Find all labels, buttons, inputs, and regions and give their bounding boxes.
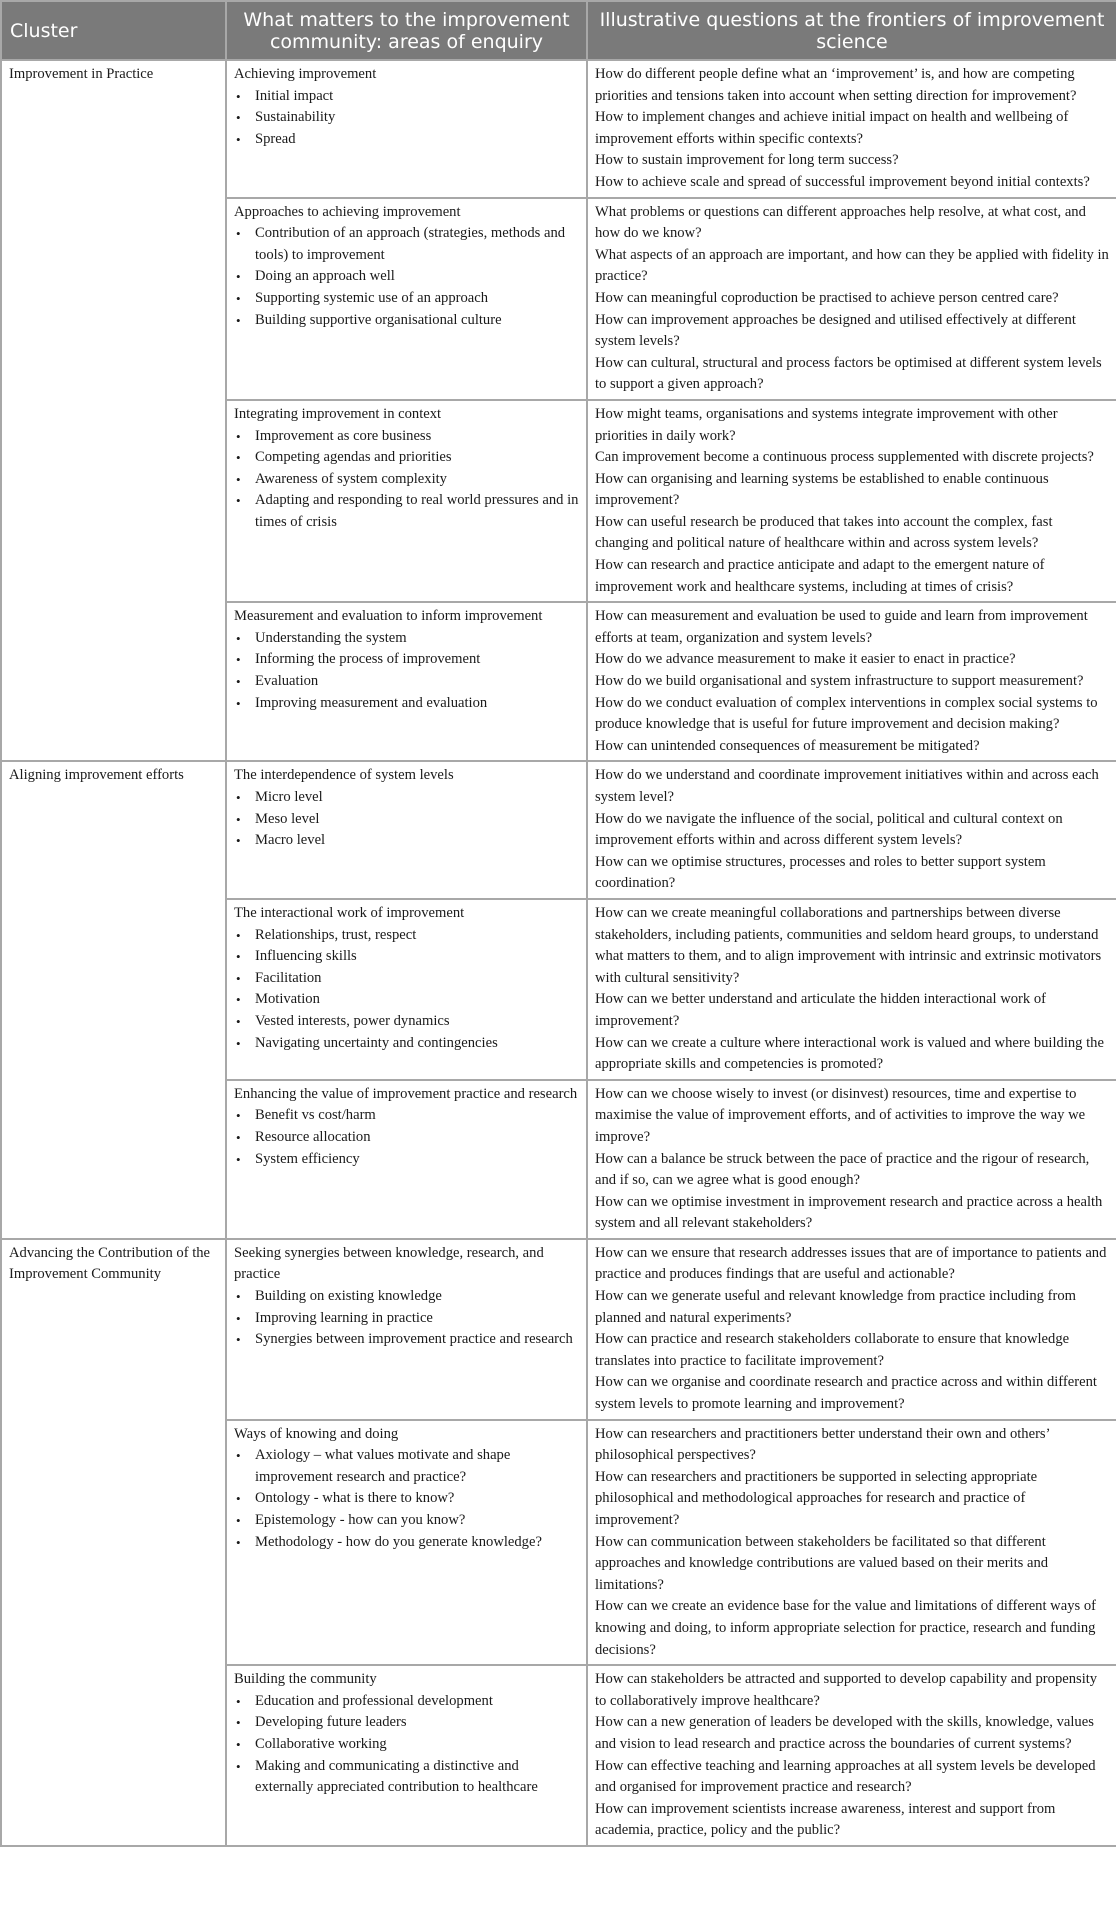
cluster-cell — [1, 1239, 226, 1846]
area-bullet-list — [234, 1105, 579, 1170]
illustrative-question: Can improvement become a continuous process supplemented with discrete projects? — [595, 449, 1094, 466]
illustrative-question: How can we ensure that research addresses issues that are of importance to patients and practice and produces findings that are useful and actionable? — [595, 1244, 1107, 1283]
area-bullet-item: • Methodology - how do you generate knowledge? — [234, 1532, 579, 1554]
area-bullet-item: • Contribution of an approach (strategies, methods and tools) to improvement — [234, 223, 579, 266]
header-illustrative-questions: Illustrative questions at the frontiers of improvement science — [587, 1, 1116, 60]
questions-cell — [587, 761, 1116, 899]
area-bullet-list — [234, 1445, 579, 1553]
questions-cell — [587, 899, 1116, 1080]
area-title: Enhancing the value of improvement practice and research — [234, 1085, 578, 1102]
illustrative-question: How can organising and learning systems be established to enable continuous improvement? — [595, 470, 1049, 509]
cluster-name: Improvement in Practice — [9, 66, 154, 82]
area-bullet-item: • Evaluation — [234, 671, 579, 693]
illustrative-question: What problems or questions can different approaches help resolve, at what cost, and how do we know? — [595, 203, 1086, 242]
area-title: The interdependence of system levels — [234, 767, 454, 784]
area-bullet-item: • Facilitation — [234, 968, 579, 990]
area-bullet-item: • Informing the process of improvement — [234, 649, 579, 671]
area-bullet-item: • System efficiency — [234, 1149, 579, 1171]
area-bullet-item: • Improving measurement and evaluation — [234, 693, 579, 715]
area-bullet-item: • Developing future leaders — [234, 1712, 579, 1734]
header-areas-of-enquiry: What matters to the improvement community: areas of enquiry — [226, 1, 587, 60]
questions-cell — [587, 400, 1116, 602]
area-bullet-item: • Micro level — [234, 787, 579, 809]
illustrative-question: How can useful research be produced that takes into account the complex, fast changing and political nature of healthcare within and across system levels? — [595, 513, 1053, 552]
area-bullet-item: • Meso level — [234, 809, 579, 831]
questions-cell — [587, 60, 1116, 198]
illustrative-question: How do we advance measurement to make it easier to enact in practice? — [595, 651, 1016, 668]
area-bullet-list — [234, 223, 579, 331]
illustrative-question: How can improvement approaches be designed and utilised effectively at different system levels? — [595, 311, 1076, 350]
cluster-name: Advancing the Contribution of the Improvement Community — [9, 1244, 211, 1283]
area-bullet-item: • Resource allocation — [234, 1127, 579, 1149]
illustrative-question: How can we create an evidence base for the value and limitations of different ways of knowing and doing, to inform appropriate selection for practice, research and funding decisions? — [595, 1598, 1096, 1658]
illustrative-question: How to achieve scale and spread of successful improvement beyond initial contexts? — [595, 173, 1090, 190]
illustrative-question: How can we create a culture where interactional work is valued and where building the appropriate skills and competencies is promoted? — [595, 1034, 1104, 1073]
illustrative-question: How do we navigate the influence of the social, political and cultural context on improvement efforts within and across different system levels? — [595, 810, 1063, 849]
area-bullet-item: • Understanding the system — [234, 628, 579, 650]
area-cell — [226, 400, 587, 602]
illustrative-question: How might teams, organisations and systems integrate improvement with other priorities in daily work? — [595, 405, 1058, 444]
area-bullet-item: • Synergies between improvement practice and research — [234, 1329, 579, 1351]
illustrative-question: How can communication between stakeholders be facilitated so that different approaches and knowledge contributions are valued based on their merits and limitations? — [595, 1533, 1049, 1593]
area-bullet-item: • Axiology – what values motivate and shape improvement research and practice? — [234, 1445, 579, 1488]
area-bullet-item: • Building supportive organisational culture — [234, 310, 579, 332]
header-cluster: Cluster — [1, 1, 226, 60]
table-body — [1, 60, 1116, 1846]
area-cell — [226, 198, 587, 400]
area-bullet-item: • Vested interests, power dynamics — [234, 1011, 579, 1033]
illustrative-question: How can researchers and practitioners be supported in selecting appropriate philosophical and methodological approaches for research and practice of improvement? — [595, 1468, 1038, 1528]
area-bullet-item: • Improving learning in practice — [234, 1308, 579, 1330]
area-bullet-item: • Motivation — [234, 989, 579, 1011]
area-cell — [226, 761, 587, 899]
area-cell — [226, 1665, 587, 1846]
area-bullet-list — [234, 426, 579, 534]
area-bullet-item: • Initial impact — [234, 86, 579, 108]
area-title: Integrating improvement in context — [234, 405, 442, 422]
area-cell — [226, 899, 587, 1080]
illustrative-question: How can measurement and evaluation be used to guide and learn from improvement efforts at team, organization and system levels? — [595, 608, 1088, 646]
illustrative-question: How can we optimise structures, processes and roles to better support system coordination? — [595, 853, 1046, 892]
area-bullet-item: • Sustainability — [234, 107, 579, 129]
area-bullet-item: • Awareness of system complexity — [234, 469, 579, 491]
area-bullet-item: • Education and professional development — [234, 1691, 579, 1713]
table-row — [1, 761, 1116, 899]
questions-cell — [587, 1420, 1116, 1666]
area-bullet-list — [234, 1691, 579, 1799]
area-bullet-item: • Epistemology - how can you know? — [234, 1510, 579, 1532]
area-bullet-item: • Macro level — [234, 830, 579, 852]
area-bullet-item: • Competing agendas and priorities — [234, 447, 579, 469]
area-bullet-item: • Influencing skills — [234, 946, 579, 968]
area-bullet-item: • Supporting systemic use of an approach — [234, 288, 579, 310]
cluster-cell — [1, 60, 226, 761]
area-title: Ways of knowing and doing — [234, 1425, 399, 1442]
area-title: The interactional work of improvement — [234, 904, 465, 921]
cluster-cell — [1, 761, 226, 1238]
area-bullet-list — [234, 628, 579, 714]
area-title: Building the community — [234, 1671, 377, 1688]
illustrative-question: How can we better understand and articulate the hidden interactional work of improvement? — [595, 991, 1047, 1029]
illustrative-question: How do we understand and coordinate improvement initiatives within and across each system level? — [595, 767, 1099, 805]
illustrative-question: How can a new generation of leaders be developed with the skills, knowledge, values and vision to lead research and practice across the boundaries of current systems? — [595, 1714, 1094, 1752]
area-bullet-item: • Building on existing knowledge — [234, 1286, 579, 1308]
area-bullet-list — [234, 86, 579, 151]
area-title: Measurement and evaluation to inform improvement — [234, 608, 543, 625]
questions-cell — [587, 602, 1116, 761]
header-row — [1, 1, 1116, 60]
illustrative-question: How do we build organisational and system infrastructure to support measurement? — [595, 673, 1084, 690]
area-cell — [226, 602, 587, 761]
illustrative-question: How can we generate useful and relevant knowledge from practice including from planned and natural experiments? — [595, 1288, 1076, 1326]
cluster-name: Aligning improvement efforts — [9, 767, 184, 784]
area-bullet-item: • Ontology - what is there to know? — [234, 1488, 579, 1510]
illustrative-question: How can improvement scientists increase awareness, interest and support from academia, practice, policy and the public? — [595, 1800, 1056, 1839]
illustrative-question: How can unintended consequences of measurement be mitigated? — [595, 737, 980, 754]
illustrative-question: How can we organise and coordinate research and practice across and within different system levels to promote learning and improvement? — [595, 1374, 1097, 1413]
questions-cell — [587, 198, 1116, 400]
area-bullet-item: • Improvement as core business — [234, 426, 579, 448]
illustrative-question: How can research and practice anticipate and adapt to the emergent nature of improvement work and healthcare systems, including at times of crisis? — [595, 557, 1045, 595]
area-bullet-item: • Collaborative working — [234, 1734, 579, 1756]
questions-cell — [587, 1665, 1116, 1846]
illustrative-question: How to implement changes and achieve initial impact on health and wellbeing of improvement efforts within specific contexts? — [595, 109, 1069, 147]
illustrative-question: How can we choose wisely to invest (or disinvest) resources, time and expertise to maximise the value of improvement efforts, and of activities to improve the way we improve? — [595, 1085, 1086, 1145]
table-row — [1, 60, 1116, 198]
illustrative-question: How can effective teaching and learning approaches at all system levels be developed and organised for improvement practice and research? — [595, 1757, 1096, 1796]
table-header — [1, 1, 1116, 60]
illustrative-question: What aspects of an approach are important, and how can they be applied with fidelity in practice? — [595, 246, 1109, 285]
area-bullet-item: • Relationships, trust, respect — [234, 925, 579, 947]
illustrative-question: How to sustain improvement for long term success? — [595, 152, 899, 169]
area-cell — [226, 60, 587, 198]
illustrative-question: How can we create meaningful collaborations and partnerships between diverse stakeholders, including patients, communities and seldom heard groups, to understand what matters to them, and to align improvement with intrinsic and extrinsic motivators with cultural sensitivity? — [595, 904, 1102, 986]
illustrative-question: How can meaningful coproduction be practised to achieve person centred care? — [595, 289, 1059, 306]
area-title: Approaches to achieving improvement — [234, 203, 461, 220]
area-cell — [226, 1420, 587, 1666]
area-bullet-item: • Benefit vs cost/harm — [234, 1105, 579, 1127]
illustrative-question: How can researchers and practitioners better understand their own and others’ philosophical perspectives? — [595, 1425, 1050, 1464]
area-bullet-list — [234, 925, 579, 1055]
area-bullet-item: • Spread — [234, 129, 579, 151]
illustrative-question: How can a balance be struck between the pace of practice and the rigour of research, and if so, can we agree what is good enough? — [595, 1150, 1090, 1189]
illustrative-question: How can cultural, structural and process factors be optimised at different system levels to support a given approach? — [595, 354, 1102, 393]
area-bullet-item: • Making and communicating a distinctive and externally appreciated contribution to healthcare — [234, 1756, 579, 1799]
table-row — [1, 1239, 1116, 1420]
area-title: Achieving improvement — [234, 66, 377, 82]
illustrative-question: How do different people define what an ‘improvement’ is, and how are competing priorities and tensions taken into account when setting direction for improvement? — [595, 66, 1077, 104]
illustrative-question: How can practice and research stakeholders collaborate to ensure that knowledge translates into practice to facilitate improvement? — [595, 1331, 1070, 1369]
area-cell — [226, 1080, 587, 1239]
illustrative-question: How do we conduct evaluation of complex interventions in complex social systems to produce knowledge that is useful for future improvement and decision making? — [595, 694, 1098, 733]
area-bullet-item: • Adapting and responding to real world pressures and in times of crisis — [234, 490, 579, 533]
area-bullet-item: • Doing an approach well — [234, 266, 579, 288]
questions-cell — [587, 1239, 1116, 1420]
area-title: Seeking synergies between knowledge, research, and practice — [234, 1244, 544, 1283]
area-bullet-item: • Navigating uncertainty and contingencies — [234, 1033, 579, 1055]
questions-cell — [587, 1080, 1116, 1239]
area-cell — [226, 1239, 587, 1420]
area-bullet-list — [234, 787, 579, 852]
illustrative-question: How can stakeholders be attracted and supported to develop capability and propensity to collaboratively improve healthcare? — [595, 1671, 1098, 1709]
area-bullet-list — [234, 1286, 579, 1351]
illustrative-question: How can we optimise investment in improvement research and practice across a health system and all relevant stakeholders? — [595, 1193, 1103, 1232]
